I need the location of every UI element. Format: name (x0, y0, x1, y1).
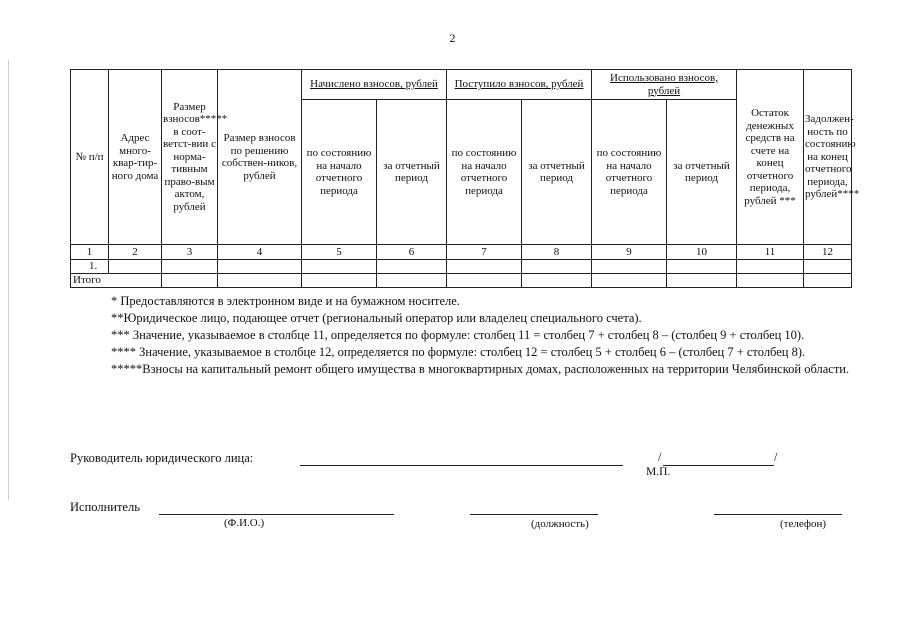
column-number: 3 (162, 245, 218, 260)
position-caption: (должность) (531, 518, 589, 530)
executor-fio-line (159, 514, 394, 515)
subheader-period: за отчетный период (522, 100, 592, 245)
column-number: 5 (302, 245, 377, 260)
executor-position-line (470, 514, 598, 515)
footnotes (70, 293, 851, 378)
header-size-normative (162, 70, 228, 245)
column-number: 10 (667, 245, 737, 260)
header-size-normative-rest: ***** в соот-ветст-вии с норма-тивным право-вым актом, рублей (163, 113, 228, 213)
table-cell (377, 274, 447, 288)
header-group-received (447, 70, 592, 100)
subheader-start: по состоянию на начало отчетного периода (592, 100, 667, 245)
head-name-line (663, 465, 774, 466)
head-signature-label: Руководитель юридического лица: (70, 451, 254, 465)
table-cell (218, 274, 302, 288)
column-number: 9 (592, 245, 667, 260)
table-row (71, 260, 852, 274)
table-cell (737, 274, 804, 288)
scan-edge-line (8, 60, 9, 500)
executor-phone-line (714, 514, 842, 515)
report-table (70, 69, 860, 288)
column-number: 2 (109, 245, 162, 260)
table-cell (522, 260, 592, 274)
header-size-owners: Размер взносов по решению собствен-ников, рублей (218, 70, 302, 245)
slash-right: / (774, 450, 778, 464)
slash-left: / (658, 450, 662, 464)
header-group-used-label: Использовано взносов, рублей (610, 72, 718, 97)
table-cell (377, 260, 447, 274)
table-cell (218, 260, 302, 274)
column-number-row (71, 245, 852, 260)
footnote: * Предоставляются в электронном виде и на бумажном носителе. (111, 294, 460, 308)
table-cell (667, 260, 737, 274)
column-number: 11 (737, 245, 804, 260)
header-address: Адрес много-квар-тир-ного дома (109, 70, 162, 245)
table-cell (302, 274, 377, 288)
table-cell (447, 274, 522, 288)
header-group-received-label: Поступило взносов, рублей (454, 78, 584, 91)
table-cell (804, 274, 852, 288)
column-number: 1 (71, 245, 109, 260)
table-cell (522, 274, 592, 288)
table-cell (447, 260, 522, 274)
column-number: 8 (522, 245, 592, 260)
table-cell (804, 260, 852, 274)
table-cell (737, 260, 804, 274)
total-row (71, 274, 852, 288)
header-group-accrued (302, 70, 447, 100)
footnote: *****Взносы на капитальный ремонт общего имущества в многоквартирных домах, расположенных на территории Челябинской области. (111, 362, 850, 376)
column-number: 12 (804, 245, 852, 260)
fio-caption: (Ф.И.О.) (224, 517, 265, 529)
column-number: 6 (377, 245, 447, 260)
total-label: Итого (71, 274, 162, 288)
footnote: **Юридическое лицо, подающее отчет (региональный оператор или владелец специального счета). (111, 311, 642, 325)
row-label: 1. (71, 260, 109, 274)
subheader-period: за отчетный период (667, 100, 737, 245)
table-cell (592, 274, 667, 288)
header-num: № п/п (71, 70, 109, 245)
table-cell (162, 260, 218, 274)
header-balance: Остаток денежных средств на счете на конец отчетного периода, рублей *** (737, 70, 804, 245)
page-number: 2 (449, 31, 456, 45)
footnote: *** Значение, указываемое в столбце 11, определяется по формуле: столбец 11 = столбец 7 + столбец 8 – (столбец 9 + столбец 10). (111, 328, 805, 342)
table-cell (302, 260, 377, 274)
stamp-label: М.П. (646, 466, 671, 478)
table-cell (667, 274, 737, 288)
footnote: **** Значение, указываемое в столбце 12, определяется по формуле: столбец 12 = столбец 5 + столбец 6 – (столбец 7 + столбец 8). (111, 345, 806, 359)
head-signature-line (300, 465, 623, 466)
table-cell (592, 260, 667, 274)
header-group-accrued-label: Начислено взносов, рублей (310, 78, 438, 91)
table-cell (162, 274, 218, 288)
phone-caption: (телефон) (780, 518, 827, 530)
table-cell (109, 260, 162, 274)
subheader-period: за отчетный период (377, 100, 447, 245)
header-size-normative-title: Размер взносов (163, 100, 206, 126)
header-debt: Задолжен-ность по состоянию на конец отчетного периода, рублей**** (804, 70, 852, 245)
executor-label: Исполнитель (70, 500, 140, 514)
header-group-used (592, 70, 737, 100)
column-number: 7 (447, 245, 522, 260)
column-number: 4 (218, 245, 302, 260)
subheader-start: по состоянию на начало отчетного периода (447, 100, 522, 245)
subheader-start: по состоянию на начало отчетного периода (302, 100, 377, 245)
